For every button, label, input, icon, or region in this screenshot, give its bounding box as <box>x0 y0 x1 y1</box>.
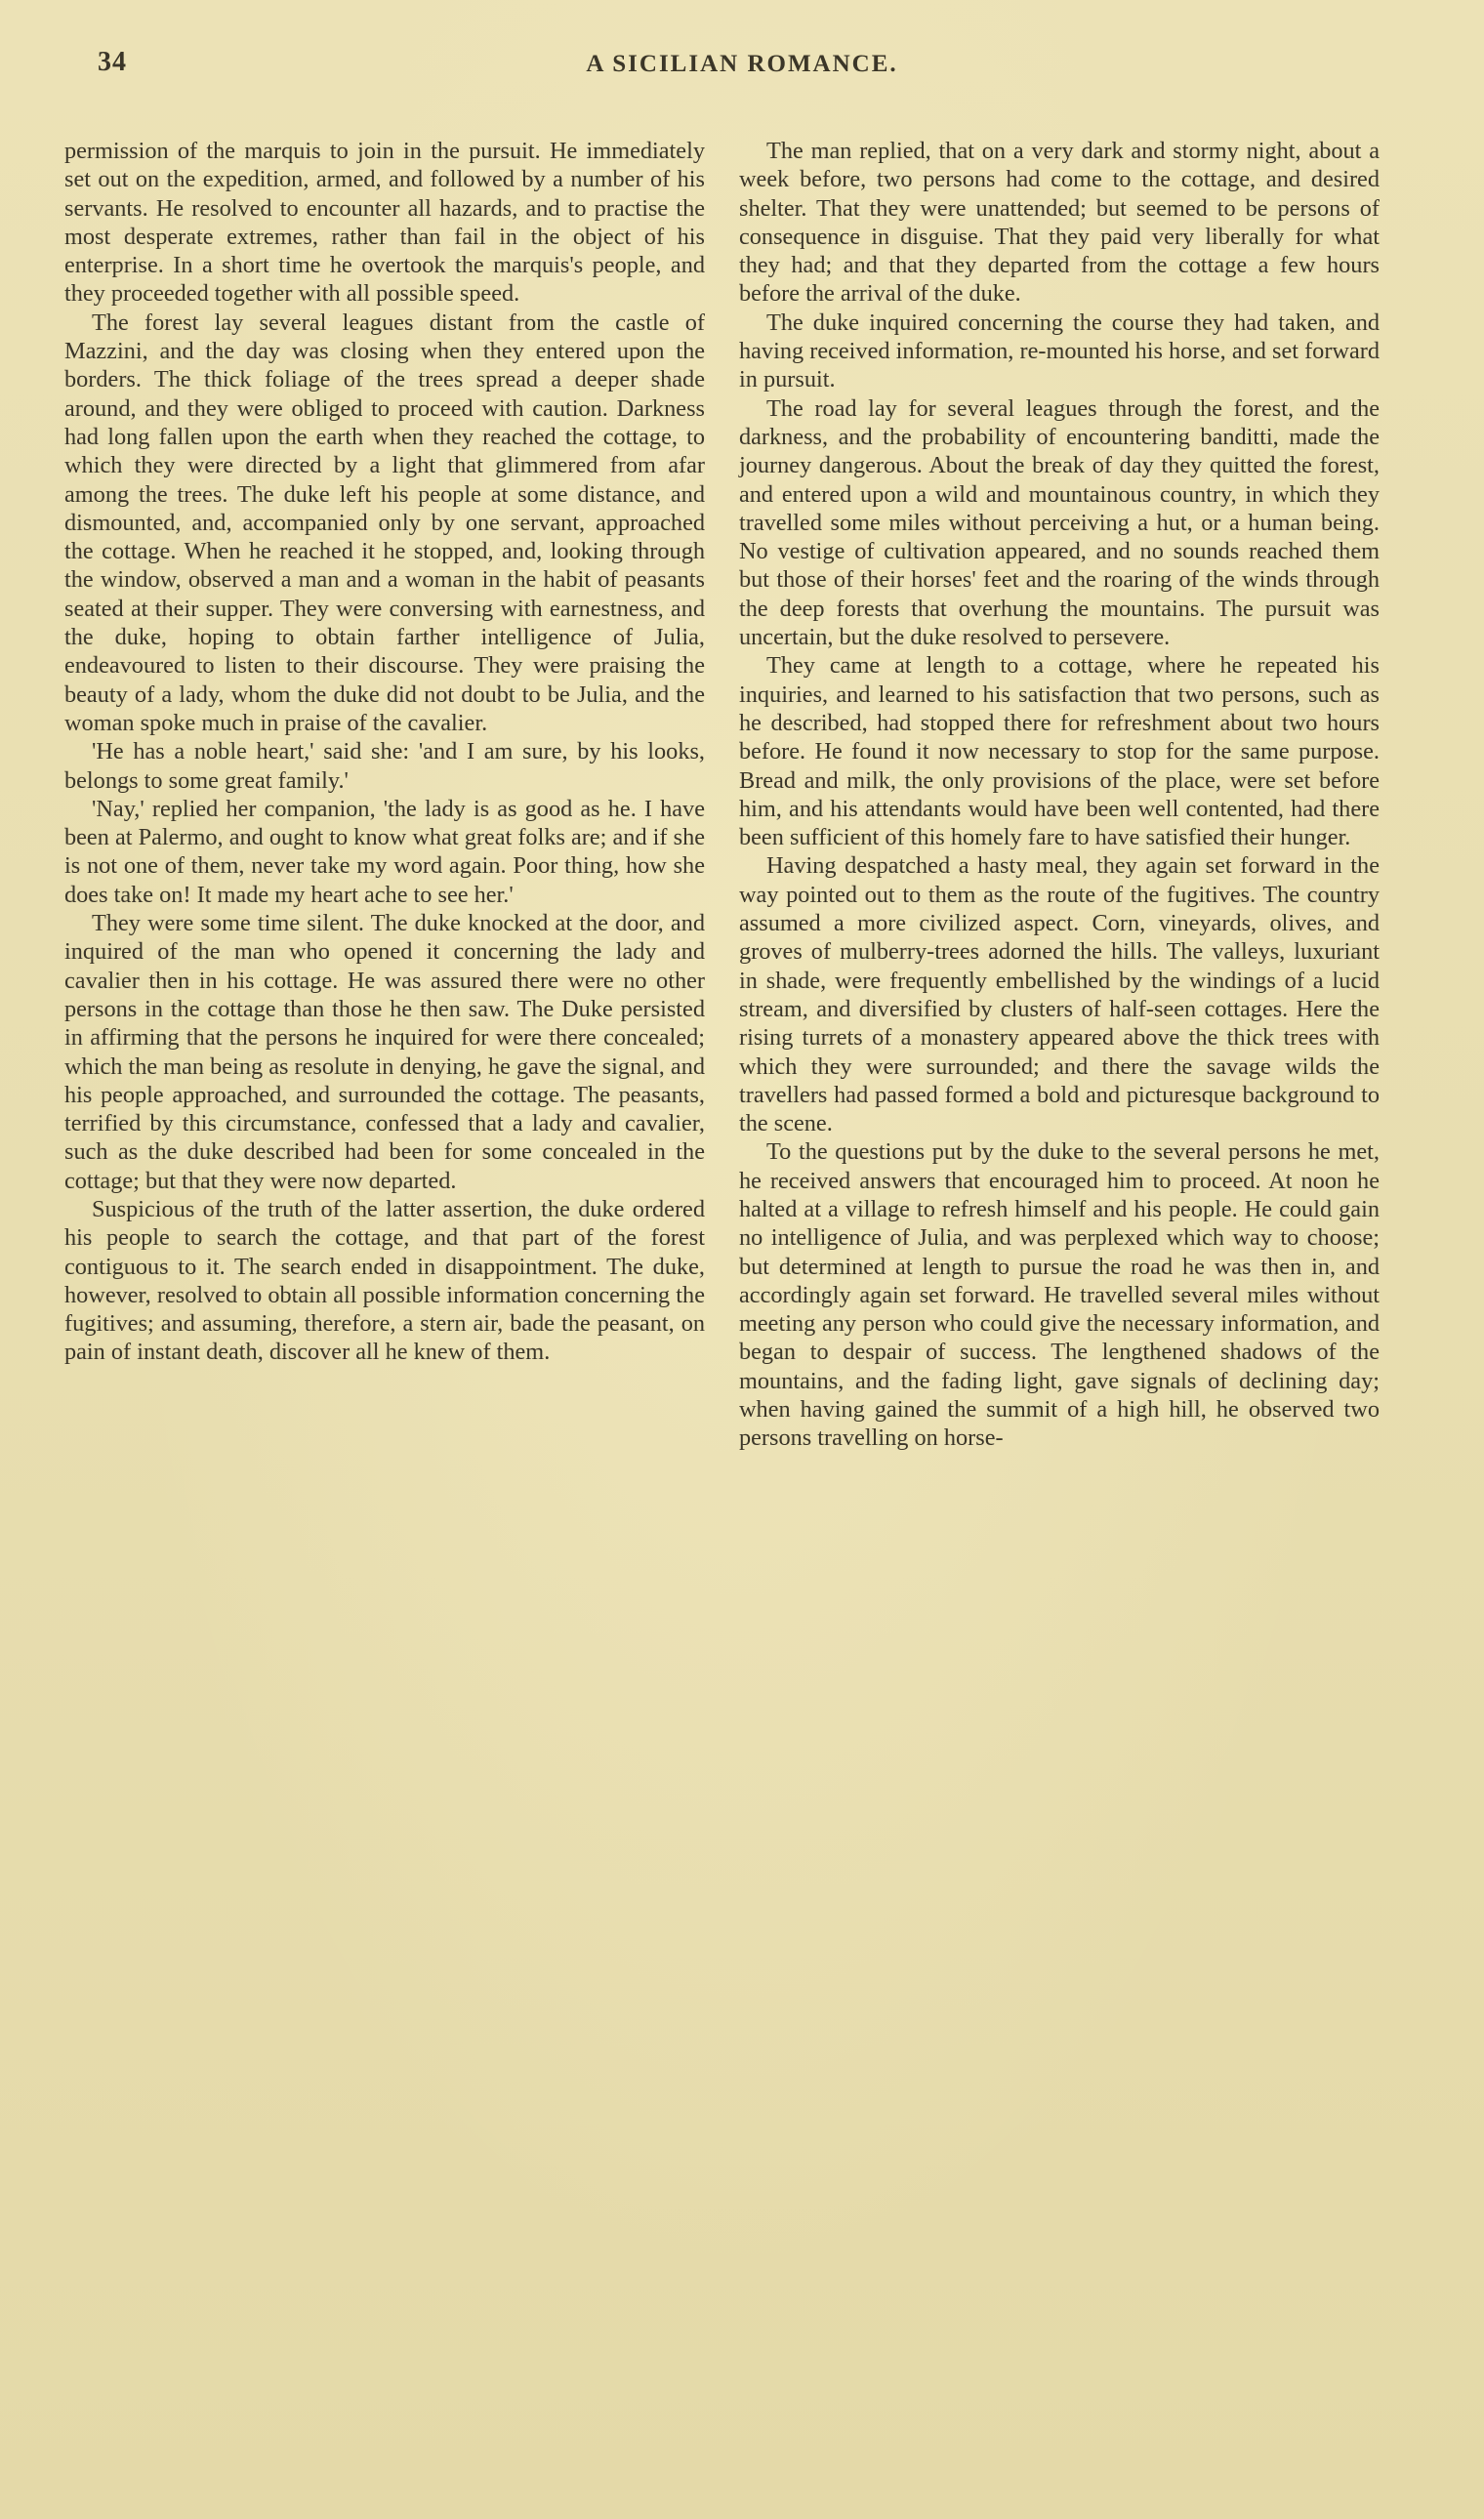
paragraph: The forest lay several leagues distant from the castle of Mazzini, and the day was closing when they entered upon the borders. The thick foliage of the trees spread a deeper shade around, and they were obliged to proceed with caution. Darkness had long fallen upon the earth when they reached the cottage, to which they were directed by a light that glimmered from afar among the trees. The duke left his people at some distance, and dismounted, and, accompanied only by one servant, approached the cottage. When he reached it he stopped, and, looking through the window, observed a man and a woman in the habit of peasants seated at their supper. They were conversing with earnestness, and the duke, hoping to obtain farther intelligence of Julia, endeavoured to listen to their discourse. They were praising the beauty of a lady, whom the duke did not doubt to be Julia, and the woman spoke much in praise of the cavalier. <box>64 309 705 736</box>
page-number: 34 <box>98 47 127 77</box>
paragraph: Having despatched a hasty meal, they again set forward in the way pointed out to them as the route of the fugitives. The country assumed a more civilized aspect. Corn, vineyards, olives, and groves of mulberry-trees adorned the hills. The valleys, luxuriant in shade, were frequently embellished by the windings of a lucid stream, and diversified by clusters of half-seen cottages. Here the rising turrets of a monastery appeared above the thick trees with which they were surrounded; and there the savage wilds the travellers had passed formed a bold and picturesque background to the scene. <box>739 852 1380 1137</box>
left-column <box>64 137 705 1367</box>
right-column <box>739 137 1380 1453</box>
paragraph: They were some time silent. The duke knocked at the door, and inquired of the man who opened it concerning the lady and cavalier then in his cottage. He was assured there were no other persons in the cottage than those he then saw. The Duke persisted in affirming that the persons he inquired for were there concealed; which the man being as resolute in denying, he gave the signal, and his people approached, and surrounded the cottage. The peasants, terrified by this circumstance, confessed that a lady and cavalier, such as the duke described had been for some concealed in the cottage; but that they were now departed. <box>64 910 705 1194</box>
paragraph: The man replied, that on a very dark and stormy night, about a week before, two persons had come to the cottage, and desired shelter. That they were unattended; but seemed to be persons of consequence in disguise. That they paid very liberally for what they had; and that they departed from the cottage a few hours before the arrival of the duke. <box>739 138 1380 308</box>
paragraph: They came at length to a cottage, where he repeated his inquiries, and learned to his satisfaction that two persons, such as he described, had stopped there for refreshment about two hours before. He found it now necessary to stop for the same purpose. Bread and milk, the only provisions of the place, were set before him, and his attendants would have been well contented, had there been sufficient of this homely fare to have satisfied their hunger. <box>739 652 1380 851</box>
paragraph: To the questions put by the duke to the several persons he met, he received answers that encouraged him to proceed. At noon he halted at a village to refresh himself and his people. He could gain no intelligence of Julia, and was perplexed which way to choose; but determined at length to pursue the road he was then in, and accordingly again set forward. He travelled several miles without meeting any person who could give the necessary information, and began to despair of success. The lengthened shadows of the mountains, and the fading light, gave signals of declining day; when having gained the summit of a high hill, he observed two persons travelling on horse- <box>739 1138 1380 1452</box>
paragraph: Suspicious of the truth of the latter assertion, the duke ordered his people to search the cottage, and that part of the forest contiguous to it. The search ended in disappointment. The duke, however, resolved to obtain all possible information concerning the fugitives; and assuming, therefore, a stern air, bade the peasant, on pain of instant death, discover all he knew of them. <box>64 1195 705 1366</box>
paragraph: permission of the marquis to join in the pursuit. He immediately set out on the expedition, armed, and followed by a number of his servants. He resolved to encounter all hazards, and to practise the most desperate extremes, rather than fail in the object of his enterprise. In a short time he overtook the marquis's people, and they proceeded together with all possible speed. <box>64 138 705 308</box>
paragraph: The road lay for several leagues through the forest, and the darkness, and the probability of encountering banditti, made the journey dangerous. About the break of day they quitted the forest, and entered upon a wild and mountainous country, in which they travelled some miles without perceiving a hut, or a human being. No vestige of cultivation appeared, and no sounds reached them but those of their horses' feet and the roaring of the winds through the deep forests that overhung the mountains. The pursuit was uncertain, but the duke resolved to persevere. <box>739 394 1380 651</box>
paragraph: 'Nay,' replied her companion, 'the lady is as good as he. I have been at Palermo, and ought to know what great folks are; and if she is not one of them, never take my word again. Poor thing, how she does take on! It made my heart ache to see her.' <box>64 795 705 908</box>
paragraph: 'He has a noble heart,' said she: 'and I am sure, by his looks, belongs to some great family.' <box>64 738 705 794</box>
running-title: A SICILIAN ROMANCE. <box>586 51 898 77</box>
paragraph: The duke inquired concerning the course they had taken, and having received information, re-mounted his horse, and set forward in pursuit. <box>739 309 1380 393</box>
running-header <box>49 47 1435 96</box>
